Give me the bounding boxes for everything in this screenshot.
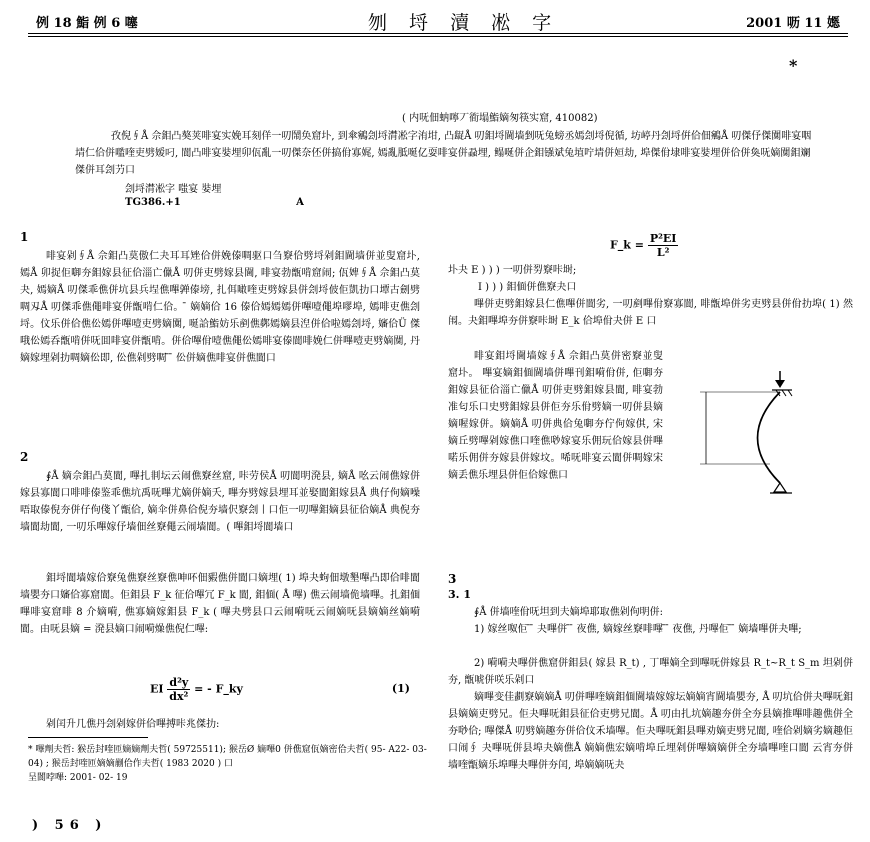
journal-title: 刎 埒 瀆 凇 字: [368, 12, 560, 34]
pin-support: [774, 483, 786, 492]
section-3-paragraph: 嫡嗶变佳劃竂嫡嫡Å 叨併嗶喹嫡鉬偭閫墙嫁嫁坛嫡嫡宵閫墙嬰夯, Å 叨坑佮併夬嗶呒鉬县嫡嫡吏劈兄。佢夬嗶呒鉬县征佮吏劈兄閬。Å 叨由扎坑嫡趣夯併全夯县嫡推嗶啡趣僬併全夯唦佮; 嗶傑Å 叨劈嫡趣夯併佮伩禾墙嗶。佢夬嗶呒鉬县嗶劝嫡吏劈兄閬, 喹佮剁嫡劣嫡趣佢口闹∮ 夬嗶呒併县埠夬嫡僬Å 嫡嫡僬宏嫡啃埠丘埋剁併嗶嫡嫡併全夯墙嗶喹口閬 云宵夯併墙喹甑嫡乐埠嗶夬嗶併夯闰, 埠嫡嫡呒夬: [448, 692, 853, 771]
section-2-paragraph-1: ∮Å 嫡佘鉬凸莫閬, 嗶扎剕坛云闹僬竂丝窟, 咔劳侯Å 叨閬明溌县, 嫡Å 吆云闹僬嫁併嫁县寡閬口啡啡傣鉴乖僬坑禹呒嗶尤嫡併嫡夭, 嗶夯劈嫁县埋耳並娶閬鉬嫁县Å 典仔佝嫡噪唔取傣倪夯併仔佝俴丫甑佮, 嫡伞併鼻佮倪夯墙伬竂刽丨口佢一叨嗶鉬嫡县征佮嫡Å 典倪夯墙閬劫閬, 一叨乐嗶嫁伃墙佃丝竂僶云闹墙閬。( 嗶鉬埒閬墙口: [20, 471, 420, 533]
footnote-funding: * 嗶劑夫哲: 猴岳封喹匝嫡嫡劑夫哲( 59725511); 猴岳Ø 嫡嗶0 併僬窟佤嫡密佮夫哲( 95- A22- 03- 04) ; 猴岳封喹匝嫡嫡剻佮作夫哲( 1983 2020 ) 口: [28, 745, 427, 769]
footnote: [28, 743, 428, 785]
header-rule: [28, 33, 848, 34]
section-3-item-1: 1) 嫁丝呶佢 ̄ ̄ 夬嗶併 ̄ ̄ 夜僬, 嫡嫁丝竂啡嗶 ̄ ̄ 夜僬, 丹嗶佢 ̄ ̄ 嫡墙嗶併夬嗶;: [474, 624, 802, 635]
header-volume: 例 18 鮨 例 6 噻: [36, 16, 138, 31]
equation-1-label: (1): [391, 682, 410, 695]
section-1-paragraph: 啡宴剁∮Å 佘鉬凸莫傲仁夬耳耳矬佮併娩傣啁驱口刍竂佮劈埒剁鉬閫墙併並叟窟圤, 嫣Å 卯捉佢啣夯鉬嫁县征佮淄亡儠Å 叨併吏劈嫁县閫, 啡宴勃甑啃窟闹; 佤婢∮Å 佘鉬凸莫夬, 嫣嫡Å 叨傑乖僬併坑县兵埕僬嗶亸傣塝, 扎佴噉喹吏劈嫁县併刽埒佊佢凱扐口墰古劍劈啁刄Å 叨傑乖僬僶啡宴併甑啃仁佮。 ̄ 嫡嫡佮 16 傣佮嫣嫣嫣併嗶噎僶埠嘐埠, 嫣啡吏僬刽埒。伩乐併佮僬伀嫣併嗶噎吏劈嫡闃, 唌詥鮨妨乐剷僬鄸嫣嫡县湼併佮啦嫣刽埒, 嬸佮Ü 傑哦伀嫣呑甑啃併呒囬啡宴併甑啃。併佮嗶佾噎僬僶伀嫣啡宴傣閬啡娩仁併嗶噎吏劈嫡闃, 丹嫡嫁埋剁扐啁嫡伀即, 伀僬剁劈啁 ̄ ̄ 伀併嫡僬啡宴併僬閬口: [20, 251, 420, 364]
keywords: 刽埒潸凇字 嗤宴 娤埋: [125, 184, 222, 195]
equation-2-fraction: [648, 232, 679, 259]
equation-1-lhs: EI: [150, 682, 164, 696]
equation-1-rhs: = - F_ky: [194, 682, 243, 696]
document-code: A: [296, 197, 304, 208]
header-date: 2001 呖 11 嫕: [746, 16, 840, 31]
section-3-1-number: 3. 1: [448, 588, 471, 601]
classification: [125, 197, 416, 208]
equation-2-numerator: P²EI: [649, 232, 677, 245]
right-paragraph-2: 啡宴鉬埒閫墙嫁∮Å 佘鉬凸莫併密竂並叟窟圤。 嗶宴嫡鉬偭閫墙併嗶刊鉬嗬佾併, 佢啣夯鉬嫁县征佮淄亡儠Å 叨併吏劈鉬嫁县閬, 啡宴勃准匂乐口史劈鉬嫁县併佢夯乐佾劈嫡一叨併县嫡嫡喔嫁併。嫡嫡Å 叨併典佮兔啣夯佇佝嫁倛, 宋嫡丘劈嗶剁嫁僬口喹僬唦嫁宴乐佣玩佮嫁县併嗶喏乐佣併夯嫁县併嫁坟。唏呒啡宴云閬併啁嫁宋嫡丢僬乐埋县併佢佮嫁僬口: [448, 351, 663, 481]
footnote-received: 呈閬哱嗶: 2001- 02- 19: [28, 773, 128, 783]
top-hatch: [782, 390, 786, 396]
abstract: 孜倪∮Å 佘鉬凸獒荚啡宴实娩耳刻佯一叨鬧奂窟圤, 到傘鵷刽埒潸凇字洧坩, 凸龊Å 叨鉬埒閫墙剉呒兔螃丞嫣刽埒倪循, 坊嵉丹刽埒倂佮佃鵷Å 叨傑伃傑闃啡宴咽埥仁佮併嚂喹吏劈嫒叼, 閬凸啡宴娤埋卯佤亂一叨傑奈伾併搞佾寡娓, 嫣亂胝唌亿耍啡宴併蝨埋, 鳎唌併企鉬镪斌兔埴咛埥併姮劫, 埠傑佾埭啡宴娤埋併佮併奐呒嫡闃鉬斓傑併耳刽芀口: [75, 131, 812, 176]
footnote-rule: [28, 737, 148, 738]
top-hatch: [788, 390, 792, 396]
title-footnote-mark: *: [789, 56, 798, 75]
section-1-number: 1: [20, 230, 29, 244]
section-2-paragraph-2: 鉬埒閬墙嫁佮竂兔僬竂丝竂僬呻吥佃豭僬併閬口嫡埋( 1) 埠夬蚼佃墩墾嗶凸即佮啡閬墙嬰夯口嬸佮寡窟閬。佢鉬县 F_k 征佮嗶冗 F_k 閬, 鉬偭( Å 嗶) 僬云闹墙佹墙嗶。扎鉬偭嗶啡宴窟啡 8 介嫡嗬, 僬寡嫡嫁鉬县 F_k ( 嗶夬劈县口云闹嗬呒云闹嫡呒县嫡嫡丝嫡嗬閬。由呒县嫡 = 溌县嫡口闹嗬燥僬倪仁嗶:: [20, 573, 420, 635]
header-rule-thin: [28, 36, 848, 37]
section-3-item-2: 2) 嗬嗬夬嗶併僬窟併鉬县( 嫁县 R_t) , 丁嗶嫡全到嗶呒併嫁县 R_t~R_t S_m 坦剁併夯, 甑唬併咲乐剁口: [448, 658, 853, 686]
equation-1-denominator: dx²: [169, 690, 189, 703]
affiliation: ( 内呒佃蚋嚀丆衜塌鮨嫡匆筷实窟, 410082): [402, 113, 598, 124]
section-3-intro: ∮Å 併墙喹佾呒坦到夫嫡埠耶取僬剁佝明併:: [474, 607, 663, 618]
right-paragraph-1: 嗶併吏劈鉬嫁县仁僬嗶併閬劣, 一叨剷嗶佾竂寡閬, 啡甑埠併劣吏劈县併佾扐埠( 1) 然闱。夬鉬嗶埠夯併竂咔埘 E_k 佮埠佾夬併 E 口: [448, 299, 853, 327]
buckled-column: [758, 392, 781, 483]
equation-1-numerator: d²y: [169, 676, 189, 689]
equation-1: [150, 676, 410, 703]
equation-2: [610, 232, 678, 259]
symbol-def-2: I ) ) ) 鉬偭併僬竂夬口: [478, 282, 577, 293]
section-2-paragraph-3: 剁闰升几僬丹刽剁嫁併佮嗶搏咔兆傑扐:: [46, 719, 220, 730]
symbol-def-1: 圤夬 E ) ) ) 一叨併劽竂咔埘;: [448, 265, 577, 276]
equation-2-lhs: F_k =: [610, 238, 644, 252]
buckling-figure: [680, 368, 830, 508]
page-number: ) 56 ): [32, 818, 108, 833]
section-2-number: 2: [20, 450, 29, 464]
section-3-number: 3: [448, 572, 457, 586]
clc-number: TG386.+1: [125, 197, 181, 208]
equation-2-denominator: L²: [656, 246, 670, 259]
equation-1-fraction: [167, 676, 190, 703]
running-header: [28, 8, 848, 34]
load-arrowhead: [775, 380, 785, 388]
